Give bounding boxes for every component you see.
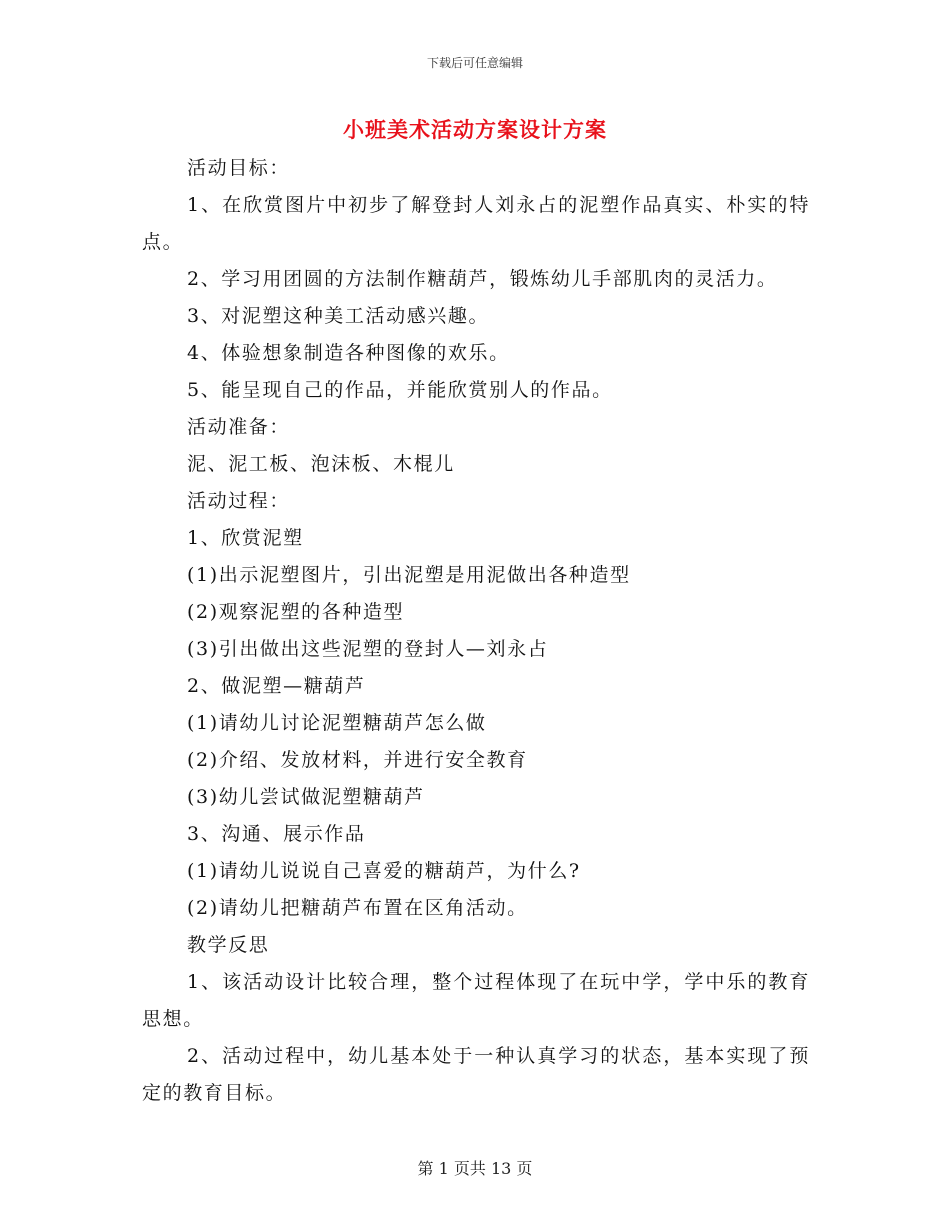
paragraph: 2、学习用团圆的方法制作糖葫芦，锻炼幼儿手部肌肉的灵活力。 [187, 268, 778, 290]
paragraph: (2)观察泥塑的各种造型 [187, 601, 405, 623]
paragraph: (1)出示泥塑图片，引出泥塑是用泥做出各种造型 [187, 564, 631, 586]
header-note: 下载后可任意编辑 [426, 56, 523, 70]
paragraph: (3)幼儿尝试做泥塑糖葫芦 [187, 786, 425, 808]
paragraph: 3、对泥塑这种美工活动感兴趣。 [187, 305, 490, 327]
paragraph: 3、沟通、展示作品 [187, 823, 366, 845]
paragraph: (2)介绍、发放材料，并进行安全教育 [187, 749, 528, 771]
paragraph: 2、做泥塑—糖葫芦 [187, 675, 366, 697]
paragraph: 活动准备： [187, 416, 291, 438]
paragraph: 活动目标： [187, 157, 291, 179]
document-body [142, 150, 810, 1112]
paragraph: 活动过程： [187, 490, 291, 512]
paragraph: (2)请幼儿把糖葫芦布置在区角活动。 [187, 897, 528, 919]
paragraph: (1)请幼儿讨论泥塑糖葫芦怎么做 [187, 712, 487, 734]
paragraph: 4、体验想象制造各种图像的欢乐。 [187, 342, 510, 364]
paragraph: (3)引出做出这些泥塑的登封人—刘永占 [187, 638, 549, 660]
paragraph: 1、该活动设计比较合理，整个过程体现了在玩中学，学中乐的教育思想。 [142, 971, 810, 1030]
paragraph: 2、活动过程中，幼儿基本处于一种认真学习的状态，基本实现了预定的教育目标。 [142, 1045, 810, 1104]
paragraph: (1)请幼儿说说自己喜爱的糖葫芦，为什么? [187, 860, 581, 882]
document-title: 小班美术活动方案设计方案 [343, 117, 607, 142]
paragraph: 教学反思 [187, 934, 270, 956]
paragraph: 泥、泥工板、泡沫板、木棍儿 [187, 453, 455, 475]
paragraph: 5、能呈现自己的作品，并能欣赏别人的作品。 [187, 379, 613, 401]
paragraph: 1、欣赏泥塑 [187, 527, 304, 549]
page-footer: 第 1 页共 13 页 [417, 1159, 533, 1178]
paragraph: 1、在欣赏图片中初步了解登封人刘永占的泥塑作品真实、朴实的特点。 [142, 194, 810, 253]
